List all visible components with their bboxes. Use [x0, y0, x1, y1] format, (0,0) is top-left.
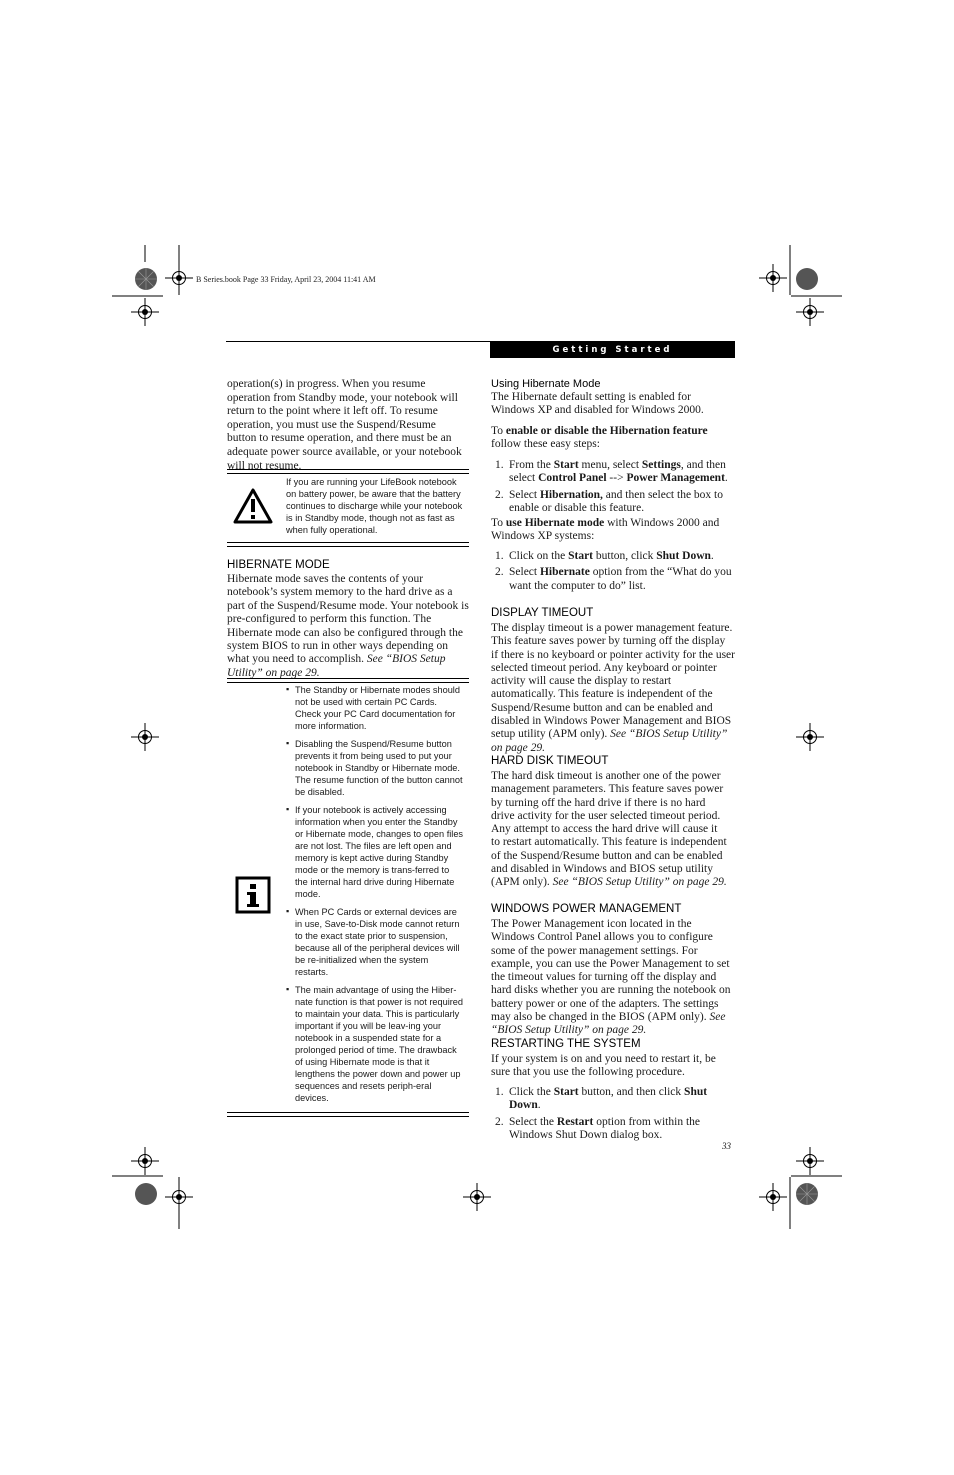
info-icon — [235, 876, 271, 914]
hard-disk-timeout-body — [491, 770, 727, 890]
use-rest: with Windows 2000 and Windows XP systems: — [491, 517, 720, 543]
registration-target-icon — [758, 1182, 788, 1212]
registration-target-icon — [164, 1182, 194, 1212]
running-header — [490, 341, 735, 358]
registration-target-icon — [130, 1146, 160, 1176]
registration-target-icon — [758, 263, 788, 293]
caution-rule-bottom — [227, 542, 469, 547]
hibernate-bios-ref: See “BIOS Setup Utility” on page 29. — [227, 653, 446, 679]
display-timeout-heading: DISPLAY TIMEOUT — [491, 607, 594, 619]
windows-power-management-text: The Power Management icon located in the Windows Control Panel allows you to configure some of the power management settings. For example, you can use the Power Management to set the timeout values for turning off the display and hard disks whether you are running the notebook on battery power or one of the adapters. The settings may also be changed in the BIOS (APM only). — [491, 918, 731, 1024]
registration-target-icon — [795, 297, 825, 327]
step-item: 1. From the Start menu, select Settings, and then select Control Panel --> Power Management. — [495, 459, 728, 485]
windows-power-management-heading: WINDOWS POWER MANAGEMENT — [491, 903, 682, 915]
caution-triangle-icon — [233, 488, 273, 524]
wpm-bios-ref: See “BIOS Setup Utility” on page 29. — [491, 1011, 726, 1037]
using-hibernate-body: The Hibernate default setting is enabled for Windows XP and disabled for Windows 2000. — [491, 391, 704, 417]
restart-steps — [491, 1086, 735, 1142]
display-bios-ref: See “BIOS Setup Utility” on page 29. — [491, 728, 728, 754]
hibernate-body-text: Hibernate mode saves the contents of your notebook’s system memory to the hard drive as a part of the Suspend/Resume mode. Your notebook is pre-configured to perform this function. The Hibernate mode can also be configured through the system BIOS to run in other ways depending on what you need to accomplish. — [227, 573, 469, 666]
caution-text: If you are running your LifeBook notebook on battery power, be aware that the battery continues to discharge while your notebook is in Standby mode, though not as fast as when fully operational. — [286, 477, 463, 535]
use-bold: use Hibernate mode — [505, 517, 605, 529]
enable-to: To — [491, 425, 506, 437]
enable-steps — [491, 459, 735, 515]
hard-disk-timeout-heading: HARD DISK TIMEOUT — [491, 755, 609, 767]
display-timeout-body — [491, 622, 735, 755]
caution-rule-top — [227, 469, 469, 474]
registration-target-icon — [795, 722, 825, 752]
registration-target-icon — [130, 297, 160, 327]
hard-disk-timeout-text: The hard disk timeout is another one of the power management parameters. This feature saves power by turning off the hard drive if there is no hard drive activity for the user selected timeout period. Any attempt to access the hard drive will cause it to restart automatically. This feature is independent of the Suspend/Resume button and can be enabled and disabled in Windows and BIOS setup utility (APM only). — [491, 770, 727, 889]
intro-paragraph — [227, 378, 467, 473]
step-item: 1. Click on the Start button, click Shut Down. — [495, 550, 714, 562]
step-item: 1. Click the Start button, and then click Shut Down. — [495, 1086, 708, 1112]
note-item: ▪ Disabling the Suspend/Resume button prevents it from being used to put your notebook in Standby or Hibernate mode. The resume function of the button cannot be disabled. — [286, 738, 464, 798]
notes-rule-bottom — [227, 1112, 469, 1117]
note-item: ▪ The main advantage of using the Hiber-nate function is that power is not required to maintain your data. This is particularly important if you will be leav-ing your notebook in a suspended state for a prolonged period of time. The drawback of using Hibernate mode is that it lengthens the power down and power up sequences and resets periph-eral devices. — [286, 984, 464, 1104]
color-target-icon — [795, 267, 819, 291]
color-target-icon — [795, 1182, 819, 1206]
enable-intro — [491, 425, 731, 452]
step-item: 2. Select Hibernation, and then select the box to enable or disable this feature. — [495, 488, 723, 514]
use-to: To — [491, 517, 506, 529]
restarting-heading: RESTARTING THE SYSTEM — [491, 1038, 641, 1050]
enable-bold: enable or disable the Hibernation feature — [505, 425, 708, 437]
hibernate-body — [227, 573, 469, 680]
step-item: 2. Select the Restart option from within the Windows Shut Down dialog box. — [495, 1115, 700, 1141]
enable-rest: follow these easy steps: — [491, 438, 600, 451]
hibernate-heading: HIBERNATE MODE — [227, 559, 330, 571]
use-hibernate-steps — [491, 550, 735, 593]
windows-power-management-body — [491, 918, 735, 1038]
hdd-bios-ref: See “BIOS Setup Utility” on page 29. — [552, 876, 727, 889]
restarting-body: If your system is on and you need to restart it, be sure that you use the following procedure. — [491, 1053, 716, 1079]
note-item: ▪ The Standby or Hibernate modes should not be used with certain PC Cards. Check your PC Card documentation for more information. — [286, 684, 464, 732]
using-hibernate-heading: Using Hibernate Mode — [491, 378, 601, 390]
notes-list — [286, 684, 464, 1110]
registration-target-icon — [164, 263, 194, 293]
use-hibernate-intro — [491, 517, 731, 544]
registration-target-icon — [462, 1182, 492, 1212]
note-item: ▪ When PC Cards or external devices are in use, Save-to-Disk mode cannot return to the exact state prior to suspension, because all of the peripheral devices will be re-initialized when the system restarts. — [286, 906, 464, 978]
color-target-icon — [134, 1182, 158, 1206]
registration-target-icon — [130, 722, 160, 752]
display-timeout-text: The display timeout is a power management feature. This feature saves power by turning off the display if there is no keyboard or pointer activity for the user selected timeout period. Any keyboard or pointer activity will cause the display to restart automatically. This feature is independent of the Suspend/Resume button and can be enabled and disabled in Windows Power Management and BIOS setup utility (APM only). — [491, 622, 735, 741]
intro-text: operation(s) in progress. When you resume operation from Standby mode, your notebook will return to the point where it left off. To resume operation, you must use the Suspend/Resume button to resume operation, and there must be an adequate power source available, or your notebook will not resume. — [227, 378, 462, 472]
color-target-icon — [134, 267, 158, 291]
running-header-label: Getting Started — [552, 344, 673, 355]
step-item: 2. Select Hibernate option from the “What do you want the computer to do” list. — [495, 566, 732, 592]
notes-rule-top — [227, 678, 469, 683]
registration-target-icon — [795, 1146, 825, 1176]
note-item: ▪ If your notebook is actively accessing information when you enter the Standby or Hibernate mode, changes to open files are not lost. The files are left open and memory is kept active during Standby mode or the memory is trans-ferred to the internal hard drive during Hibernate mode. — [286, 804, 464, 900]
page-number: 33 — [722, 1141, 731, 1151]
prepress-slug: B Series.book Page 33 Friday, April 23, 2004 11:41 AM — [196, 275, 376, 284]
